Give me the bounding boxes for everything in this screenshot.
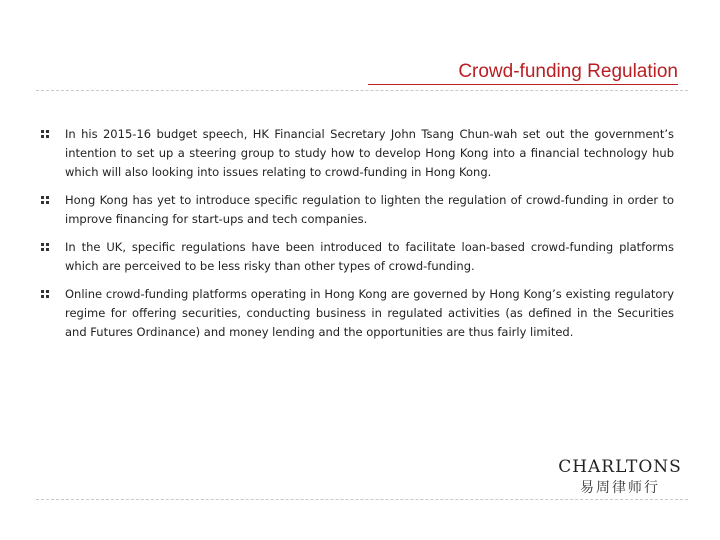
title-container bbox=[370, 60, 678, 84]
bullet-text: In his 2015-16 budget speech, HK Financial Secretary John Tsang Chun-wah set out the government’s intention to set up a steering group to study how to develop Hong Kong into a financial technology hub which will also looking into issues relating to crowd-funding in Hong Kong. bbox=[65, 127, 674, 179]
slide-title: Crowd-funding Regulation bbox=[458, 61, 678, 82]
bullet-item bbox=[40, 285, 674, 342]
logo-chinese-name: 易周律师行 bbox=[580, 480, 660, 496]
logo-name: CHARLTONS bbox=[558, 457, 682, 477]
bullet-item bbox=[40, 238, 674, 276]
bottom-divider bbox=[36, 499, 688, 500]
bullet-list bbox=[40, 125, 674, 351]
bullet-icon bbox=[41, 196, 49, 204]
charltons-logo bbox=[556, 456, 684, 498]
bullet-text: Hong Kong has yet to introduce specific regulation to lighten the regulation of crowd-funding in order to improve financing for start-ups and tech companies. bbox=[65, 193, 674, 226]
bullet-icon bbox=[41, 130, 49, 138]
bullet-icon bbox=[41, 243, 49, 251]
top-divider bbox=[36, 90, 688, 91]
bullet-item bbox=[40, 125, 674, 182]
bullet-text: Online crowd-funding platforms operating in Hong Kong are governed by Hong Kong’s existing regulatory regime for offering securities, conducting business in regulated activities (as defined in the Securities and Futures Ordinance) and money lending and the opportunities are thus fairly limited. bbox=[65, 287, 674, 339]
bullet-text: In the UK, specific regulations have been introduced to facilitate loan-based crowd-funding platforms which are perceived to be less risky than other types of crowd-funding. bbox=[65, 240, 674, 273]
bullet-item bbox=[40, 191, 674, 229]
bullet-icon bbox=[41, 290, 49, 298]
title-underline bbox=[368, 84, 678, 85]
